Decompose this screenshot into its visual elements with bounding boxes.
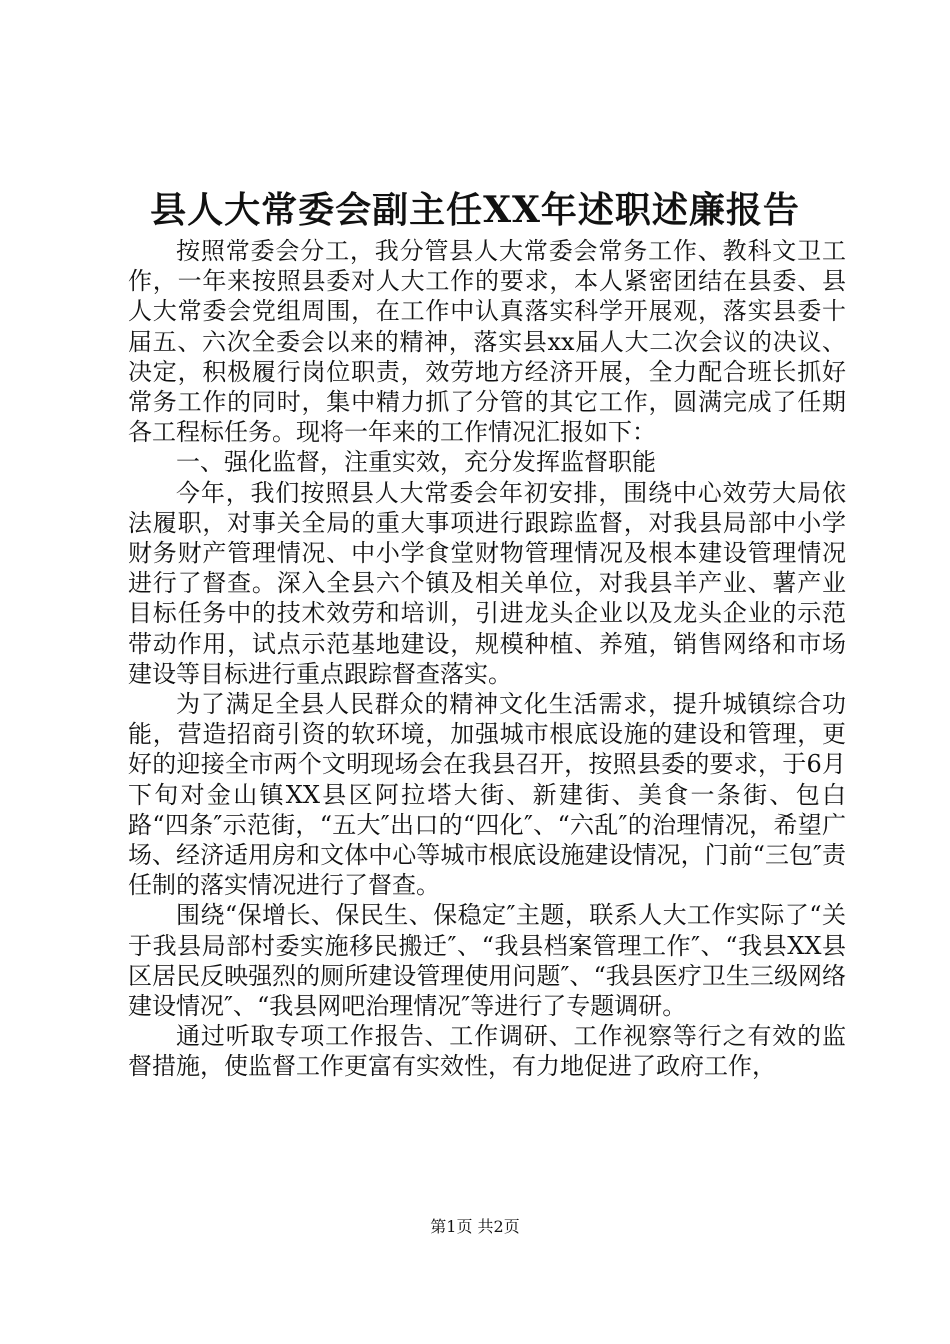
paragraph-measures: 通过听取专项工作报告、工作调研、工作视察等行之有效的监督措施，使监督工作更富有实效性，有力地促进了政府工作， (128, 1022, 846, 1081)
paragraph-urban-inspection: 为了满足全县人民群众的精神文化生活需求，提升城镇综合功能，营造招商引资的软环境，加强城市根底设施的建设和管理，更好的迎接全市两个文明现场会在我县召开，按照县委的要求，于6月下旬对金山镇XX县区阿拉塔大街、新建街、美食一条街、包白路“四条″示范街，“五大″出口的“四化″、“六乱″的治理情况，希望广场、经济适用房和文体中心等城市根底设施建设情况，门前“三包″责任制的落实情况进行了督查。 (128, 690, 846, 900)
paragraph-research: 围绕“保增长、保民生、保稳定″主题，联系人大工作实际了“关于我县局部村委实施移民搬迁″、“我县档案管理工作″、“我县XX县区居民反映强烈的厕所建设管理使用问题″、“我县医疗卫生三级网络建设情况″、“我县网吧治理情况″等进行了专题调研。 (128, 901, 846, 1021)
section-heading-1: 一、强化监督，注重实效，充分发挥监督职能 (176, 448, 656, 477)
paragraph-supervision: 今年，我们按照县人大常委会年初安排，围绕中心效劳大局依法履职，对事关全局的重大事项进行跟踪监督，对我县局部中小学财务财产管理情况、中小学食堂财物管理情况及根本建设管理情况进行了督查。深入全县六个镇及相关单位，对我县羊产业、薯产业目标任务中的技术效劳和培训，引进龙头企业以及龙头企业的示范带动作用，试点示范基地建设，规模种植、养殖，销售网络和市场建设等目标进行重点跟踪督查落实。 (128, 478, 846, 688)
paragraph-intro: 按照常委会分工，我分管县人大常委会常务工作、教科文卫工作，一年来按照县委对人大工作的要求，本人紧密团结在县委、县人大常委会党组周围，在工作中认真落实科学开展观，落实县委十届五、六次全委会以来的精神，落实县xx届人大二次会议的决议、决定，积极履行岗位职责，效劳地方经济开展，全力配合班长抓好常务工作的同时，集中精力抓了分管的其它工作，圆满完成了任期各工程标任务。现将一年来的工作情况汇报如下： (128, 237, 846, 447)
document-title: 县人大常委会副主任XX年述职述廉报告 (150, 189, 800, 231)
document-body (128, 236, 846, 1082)
page-number: 第1页 共2页 (430, 1217, 520, 1236)
